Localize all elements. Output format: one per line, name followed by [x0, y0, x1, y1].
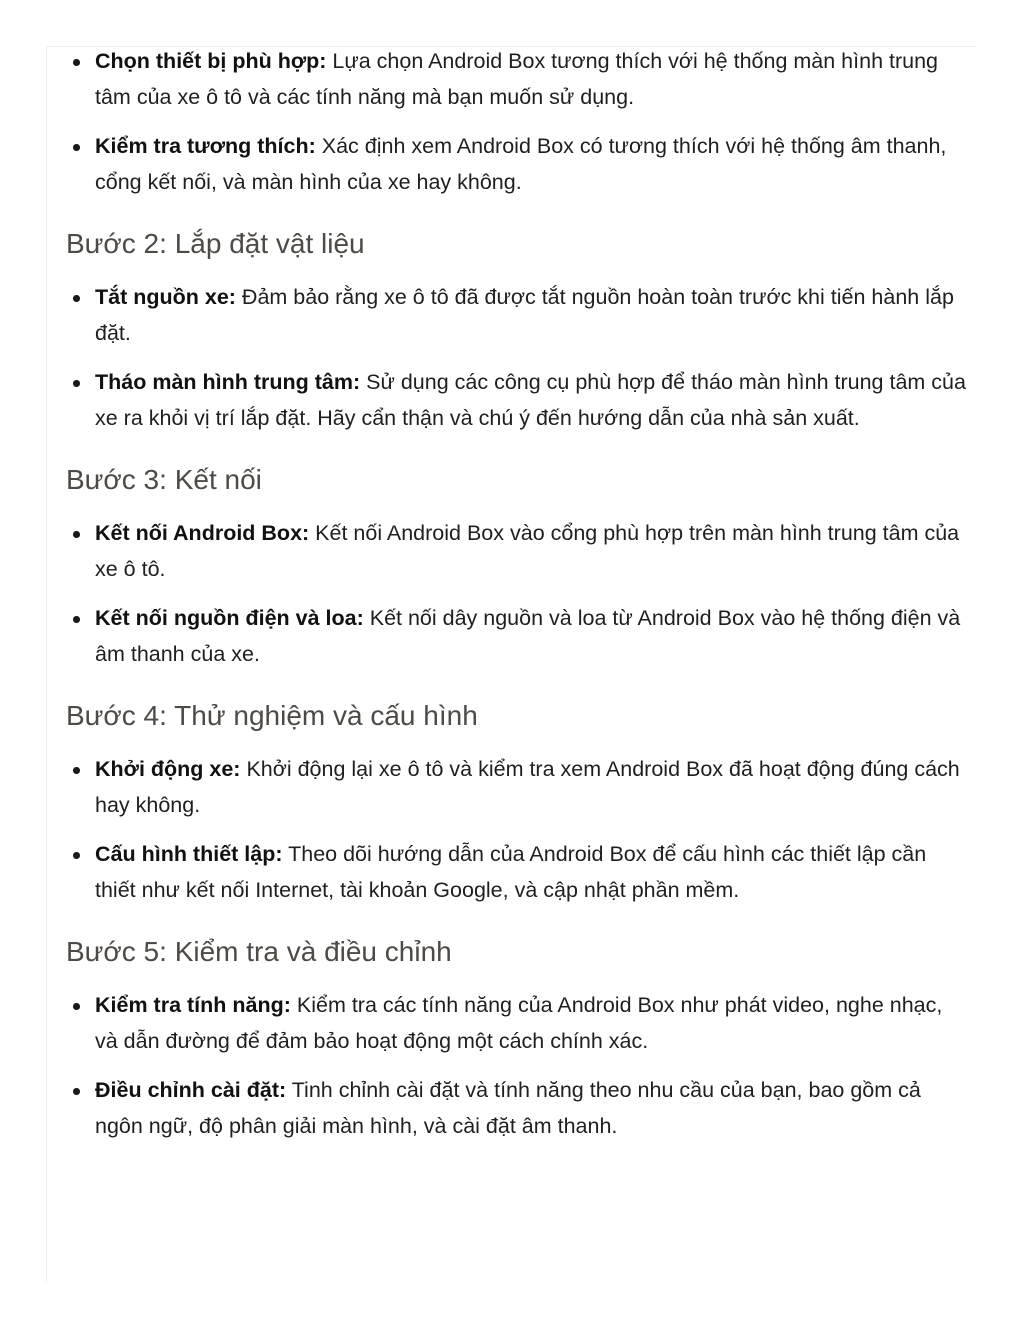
item-text: Xác định xem Android Box có tương thích với hệ thống âm thanh, cổng kết nối, và màn hình của xe hay không.	[95, 134, 947, 194]
item-text: Khởi động lại xe ô tô và kiểm tra xem Android Box đã hoạt động đúng cách hay không.	[95, 757, 960, 817]
item-label: Cấu hình thiết lập:	[95, 842, 283, 866]
item-label: Kiểm tra tính năng:	[95, 993, 291, 1017]
item-label: Kết nối Android Box:	[95, 521, 310, 545]
step-3-list	[66, 516, 966, 672]
list-item	[66, 988, 966, 1059]
step-5-heading: Bước 5: Kiểm tra và điều chỉnh	[66, 936, 452, 967]
step-2-list	[66, 280, 966, 436]
step-5-list	[66, 988, 966, 1144]
list-item	[66, 280, 966, 351]
list-item	[66, 837, 966, 908]
article-content	[66, 44, 966, 1158]
item-label: Khởi động xe:	[95, 757, 241, 781]
item-text: Kiểm tra các tính năng của Android Box như phát video, nghe nhạc, và dẫn đường để đảm bảo hoạt động một cách chính xác.	[95, 993, 943, 1053]
intro-list	[66, 44, 966, 200]
list-item	[66, 365, 966, 436]
list-item	[66, 1073, 966, 1144]
item-label: Điều chỉnh cài đặt:	[95, 1078, 287, 1102]
item-label: Kết nối nguồn điện và loa:	[95, 606, 364, 630]
item-label: Tháo màn hình trung tâm:	[95, 370, 361, 394]
step-2-heading: Bước 2: Lắp đặt vật liệu	[66, 228, 365, 259]
item-label: Chọn thiết bị phù hợp:	[95, 49, 327, 73]
item-text: Kết nối dây nguồn và loa từ Android Box vào hệ thống điện và âm thanh của xe.	[95, 606, 961, 666]
item-text: Theo dõi hướng dẫn của Android Box để cấu hình các thiết lập cần thiết như kết nối Internet, tài khoản Google, và cập nhật phần mềm.	[95, 842, 927, 902]
item-text: Lựa chọn Android Box tương thích với hệ thống màn hình trung tâm của xe ô tô và các tính năng mà bạn muốn sử dụng.	[95, 49, 939, 109]
list-item	[66, 44, 966, 115]
step-3-heading: Bước 3: Kết nối	[66, 464, 262, 495]
step-4-list	[66, 752, 966, 908]
item-label: Tắt nguồn xe:	[95, 285, 236, 309]
list-item	[66, 752, 966, 823]
item-label: Kiểm tra tương thích:	[95, 134, 316, 158]
item-text: Tinh chỉnh cài đặt và tính năng theo nhu cầu của bạn, bao gồm cả ngôn ngữ, độ phân giải màn hình, và cài đặt âm thanh.	[95, 1078, 921, 1138]
item-text: Kết nối Android Box vào cổng phù hợp trên màn hình trung tâm của xe ô tô.	[95, 521, 960, 581]
item-text: Đảm bảo rằng xe ô tô đã được tắt nguồn hoàn toàn trước khi tiến hành lắp đặt.	[95, 285, 954, 345]
list-item	[66, 516, 966, 587]
step-4-heading: Bước 4: Thử nghiệm và cấu hình	[66, 700, 478, 731]
list-item	[66, 129, 966, 200]
list-item	[66, 601, 966, 672]
item-text: Sử dụng các công cụ phù hợp để tháo màn hình trung tâm của xe ra khỏi vị trí lắp đặt. Hãy cẩn thận và chú ý đến hướng dẫn của nhà sản xuất.	[95, 370, 966, 430]
